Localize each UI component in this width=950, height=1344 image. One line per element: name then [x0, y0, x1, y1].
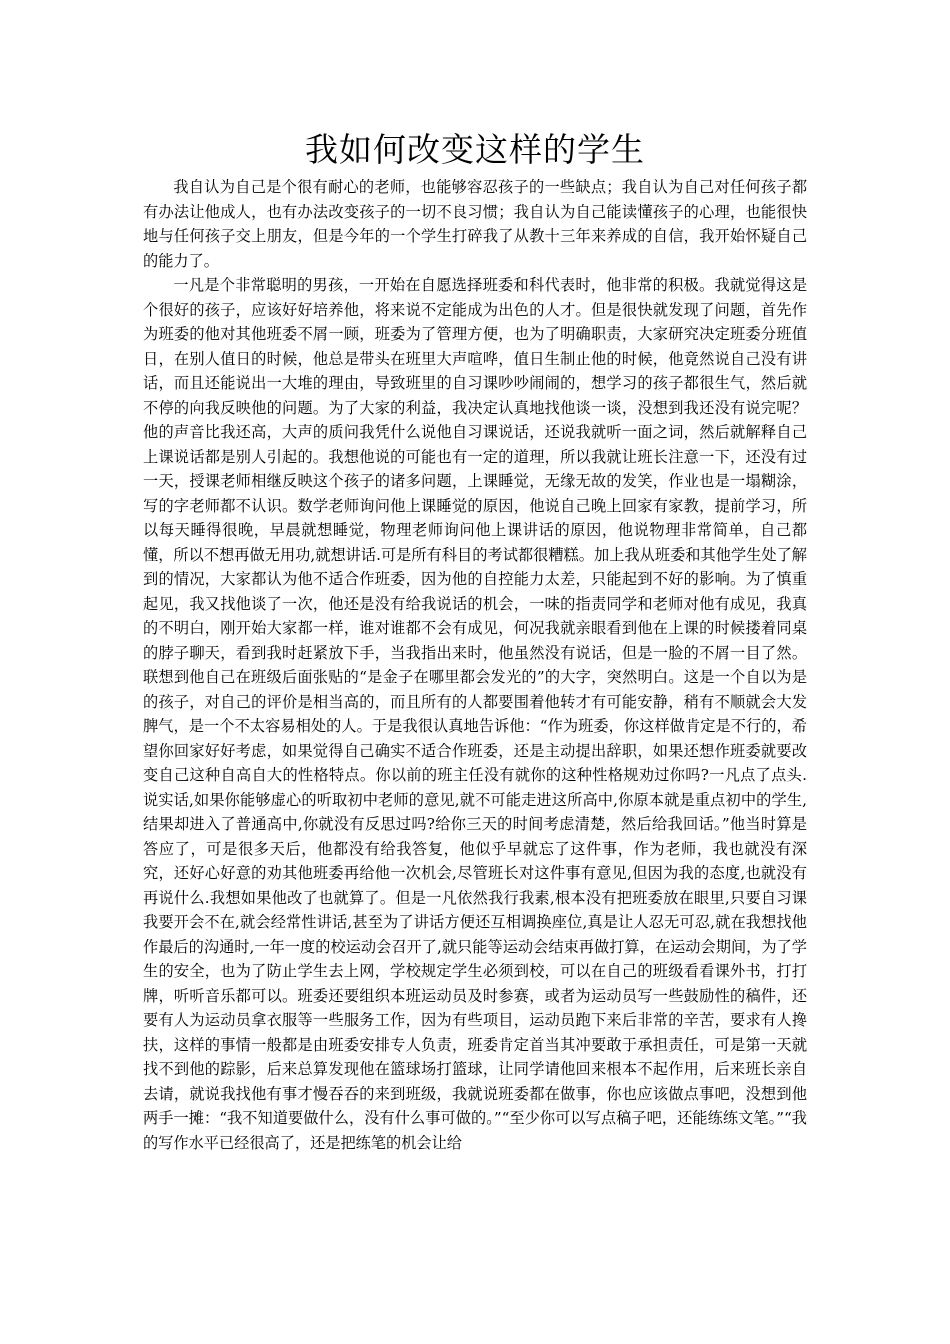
document-page [143, 125, 807, 1155]
document-title: 我如何改变这样的学生 [305, 130, 645, 169]
body-paragraph-story: 一凡是个非常聪明的男孩，一开始在自愿选择班委和科代表时，他非常的积极。我就觉得这是个很好的孩子，应该好好培养他，将来说不定能成为出色的人才。但是很快就发现了问题，首先作为班委的他对其他班委不屑一顾，班委为了管理方便，也为了明确职责，大家研究决定班委分班值日，在别人值日的时候，他总是带头在班里大声喧哗，值日生制止他的时候，他竟然说自己没有讲话，而且还能说出一大堆的理由，导致班里的自习课吵吵闹闹的，想学习的孩子都很生气，然后就不停的向我反映他的问题。为了大家的利益，我决定认真地找他谈一谈，没想到我还没有说完呢？他的声音比我还高，大声的质问我凭什么说他自习课说话，还说我就听一面之词，然后就解释自己上课说话都是别人引起的。我想他说的可能也有一定的道理，所以我就让班长注意一下，还没有过一天，授课老师相继反映这个孩子的诸多问题，上课睡觉，无缘无故的发笑，作业也是一塌糊涂，写的字老师都不认识。数学老师询问他上课睡觉的原因，他说自己晚上回家有家教，提前学习，所以每天睡得很晚，早晨就想睡觉，物理老师询问他上课讲话的原因，他说物理非常简单，自己都懂，所以不想再做无用功,就想讲话.可是所有科目的考试都很糟糕。加上我从班委和其他学生处了解到的情况，大家都认为他不适合作班委，因为他的自控能力太差，只能起到不好的影响。为了慎重起见，我又找他谈了一次，他还是没有给我说话的机会，一味的指责同学和老师对他有成见，我真的不明白，刚开始大家都一样，谁对谁都不会有成见，何况我就亲眼看到他在上课的时候搂着同桌的脖子聊天，看到我时赶紧放下手，当我指出来时，他虽然没有说话，但是一脸的不屑一目了然。联想到他自己在班级后面张贴的“是金子在哪里都会发光的”的大字，突然明白。这是一个自以为是的孩子，对自己的评价是相当高的，而且所有的人都要围着他转才有可能安静，稍有不顺就会大发脾气，是一个不太容易相处的人。于是我很认真地告诉他：“作为班委，你这样做肯定是不行的，希望你回家好好考虑，如果觉得自己确实不适合作班委，还是主动提出辞职，如果还想作班委就要改变自己这种自高自大的性格特点。你以前的班主任没有就你的这种性格规劝过你吗?一凡点了点头.说实话,如果你能够虚心的听取初中老师的意见,就不可能走进这所高中,你原本就是重点初中的学生,结果却进入了普通高中,你就没有反思过吗?给你三天的时间考虑清楚，然后给我回话。”他当时算是答应了，可是很多天后，他都没有给我答复，他似乎早就忘了这件事，作为老师，我也就没有深究，还好心好意的劝其他班委再给他一次机会,尽管班长对这件事有意见,但因为我的态度,也就没有再说什么.我想如果他改了也就算了。但是一凡依然我行我素,根本没有把班委放在眼里,只要自习课我要开会不在,就会经常性讲话,甚至为了讲话方便还互相调换座位,真是让人忍无可忍,就在我想找他作最后的沟通时,一年一度的校运动会召开了,就只能等运动会结束再做打算，在运动会期间，为了学生的安全，也为了防止学生去上网，学校规定学生必须到校，可以在自己的班级看看课外书，打打牌，听听音乐都可以。班委还要组织本班运动员及时参赛，或者为运动员写一些鼓励性的稿件，还要有人为运动员拿衣服等一些服务工作，因为有些项目，运动员跑下来后非常的辛苦，要求有人搀扶，这样的事情一般都是由班委安排专人负责，班委肯定首当其冲要敢于承担责任，可是第一天就找不到他的踪影，后来总算发现他在篮球场打篮球，让同学请他回来根本不起作用，后来班长亲自去请，就说我找他有事才慢吞吞的来到班级，我就说班委都在做事，你也应该做点事吧，没想到他两手一摊：“我不知道要做什么，没有什么事可做的。”“至少你可以写点稿子吧，还能练练文笔。”“我的写作水平已经很高了，还是把练笔的机会让给 [143, 276, 807, 1152]
body-paragraph-intro: 我自认为自己是个很有耐心的老师，也能够容忍孩子的一些缺点；我自认为自己对任何孩子都有办法让他成人，也有办法改变孩子的一切不良习惯；我自认为自己能读懂孩子的心理，也能很快地与任何孩子交上朋友，但是今年的一个学生打碎我了从教十三年来养成的自信，我开始怀疑自己的能力了。 [143, 178, 807, 270]
